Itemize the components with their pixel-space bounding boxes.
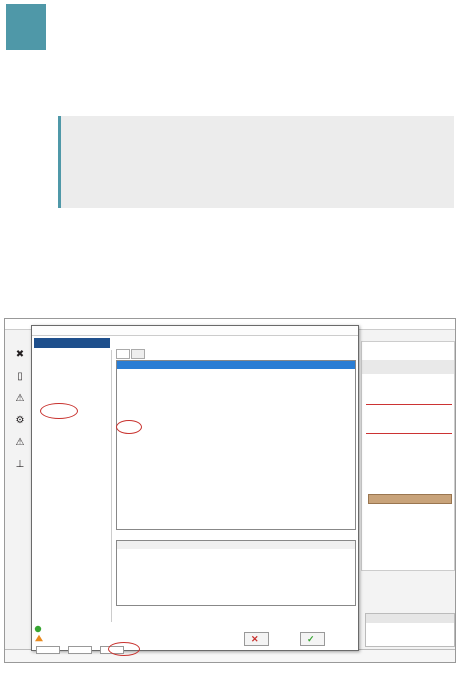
tool-icon[interactable]: ⚙ <box>15 415 25 426</box>
types-checkbox[interactable] <box>116 339 356 347</box>
highlight-circle <box>108 642 140 656</box>
background-beam-view <box>361 341 455 571</box>
highlight-circle <box>116 420 142 434</box>
close-icon: ✕ <box>251 634 259 644</box>
nonfragile-icon <box>35 625 41 631</box>
aide-plancher-dialog <box>31 325 359 651</box>
panel-planchers[interactable] <box>410 634 454 645</box>
creation-checkbox[interactable] <box>34 350 111 359</box>
validate-button[interactable] <box>300 632 325 646</box>
check-icon: ✓ <box>307 634 315 644</box>
software-screenshot <box>4 318 456 663</box>
cancel-button[interactable] <box>244 632 269 646</box>
total-perm-value <box>36 646 60 654</box>
right-panel <box>365 613 455 647</box>
charges-list-header <box>117 361 355 369</box>
beam-shape <box>368 494 452 504</box>
detail-title <box>117 541 355 549</box>
highlight-circle <box>40 403 78 419</box>
floor-fields-column <box>34 350 112 622</box>
panel-valider[interactable] <box>366 623 410 634</box>
panel-annuler[interactable] <box>366 634 410 645</box>
left-toolbar <box>7 349 33 599</box>
chapter-label <box>6 4 46 8</box>
chapter-tab <box>6 4 46 50</box>
aide-plancher-header <box>34 338 110 348</box>
detail-panel <box>116 540 356 606</box>
tool-icon[interactable]: ⚠ <box>15 393 25 404</box>
panel-toitures[interactable] <box>410 623 454 634</box>
load-bars <box>366 404 452 434</box>
bg-stripe <box>362 360 454 374</box>
intro-box <box>58 116 454 208</box>
dialog-title <box>32 326 358 336</box>
charges-list <box>116 360 356 530</box>
perm-fragiles-value <box>68 646 92 654</box>
tab-aides[interactable] <box>410 614 454 623</box>
tool-icon[interactable]: ⚠ <box>15 437 25 448</box>
charges-panel <box>116 339 356 539</box>
tool-icon[interactable]: ⊥ <box>15 459 25 470</box>
tool-icon[interactable]: ▯ <box>17 371 23 382</box>
tab-saisies[interactable] <box>366 614 410 623</box>
tool-icon[interactable]: ✖ <box>15 349 25 360</box>
tab-lambris[interactable] <box>116 349 130 359</box>
tab-plafond-platre[interactable] <box>131 349 145 359</box>
